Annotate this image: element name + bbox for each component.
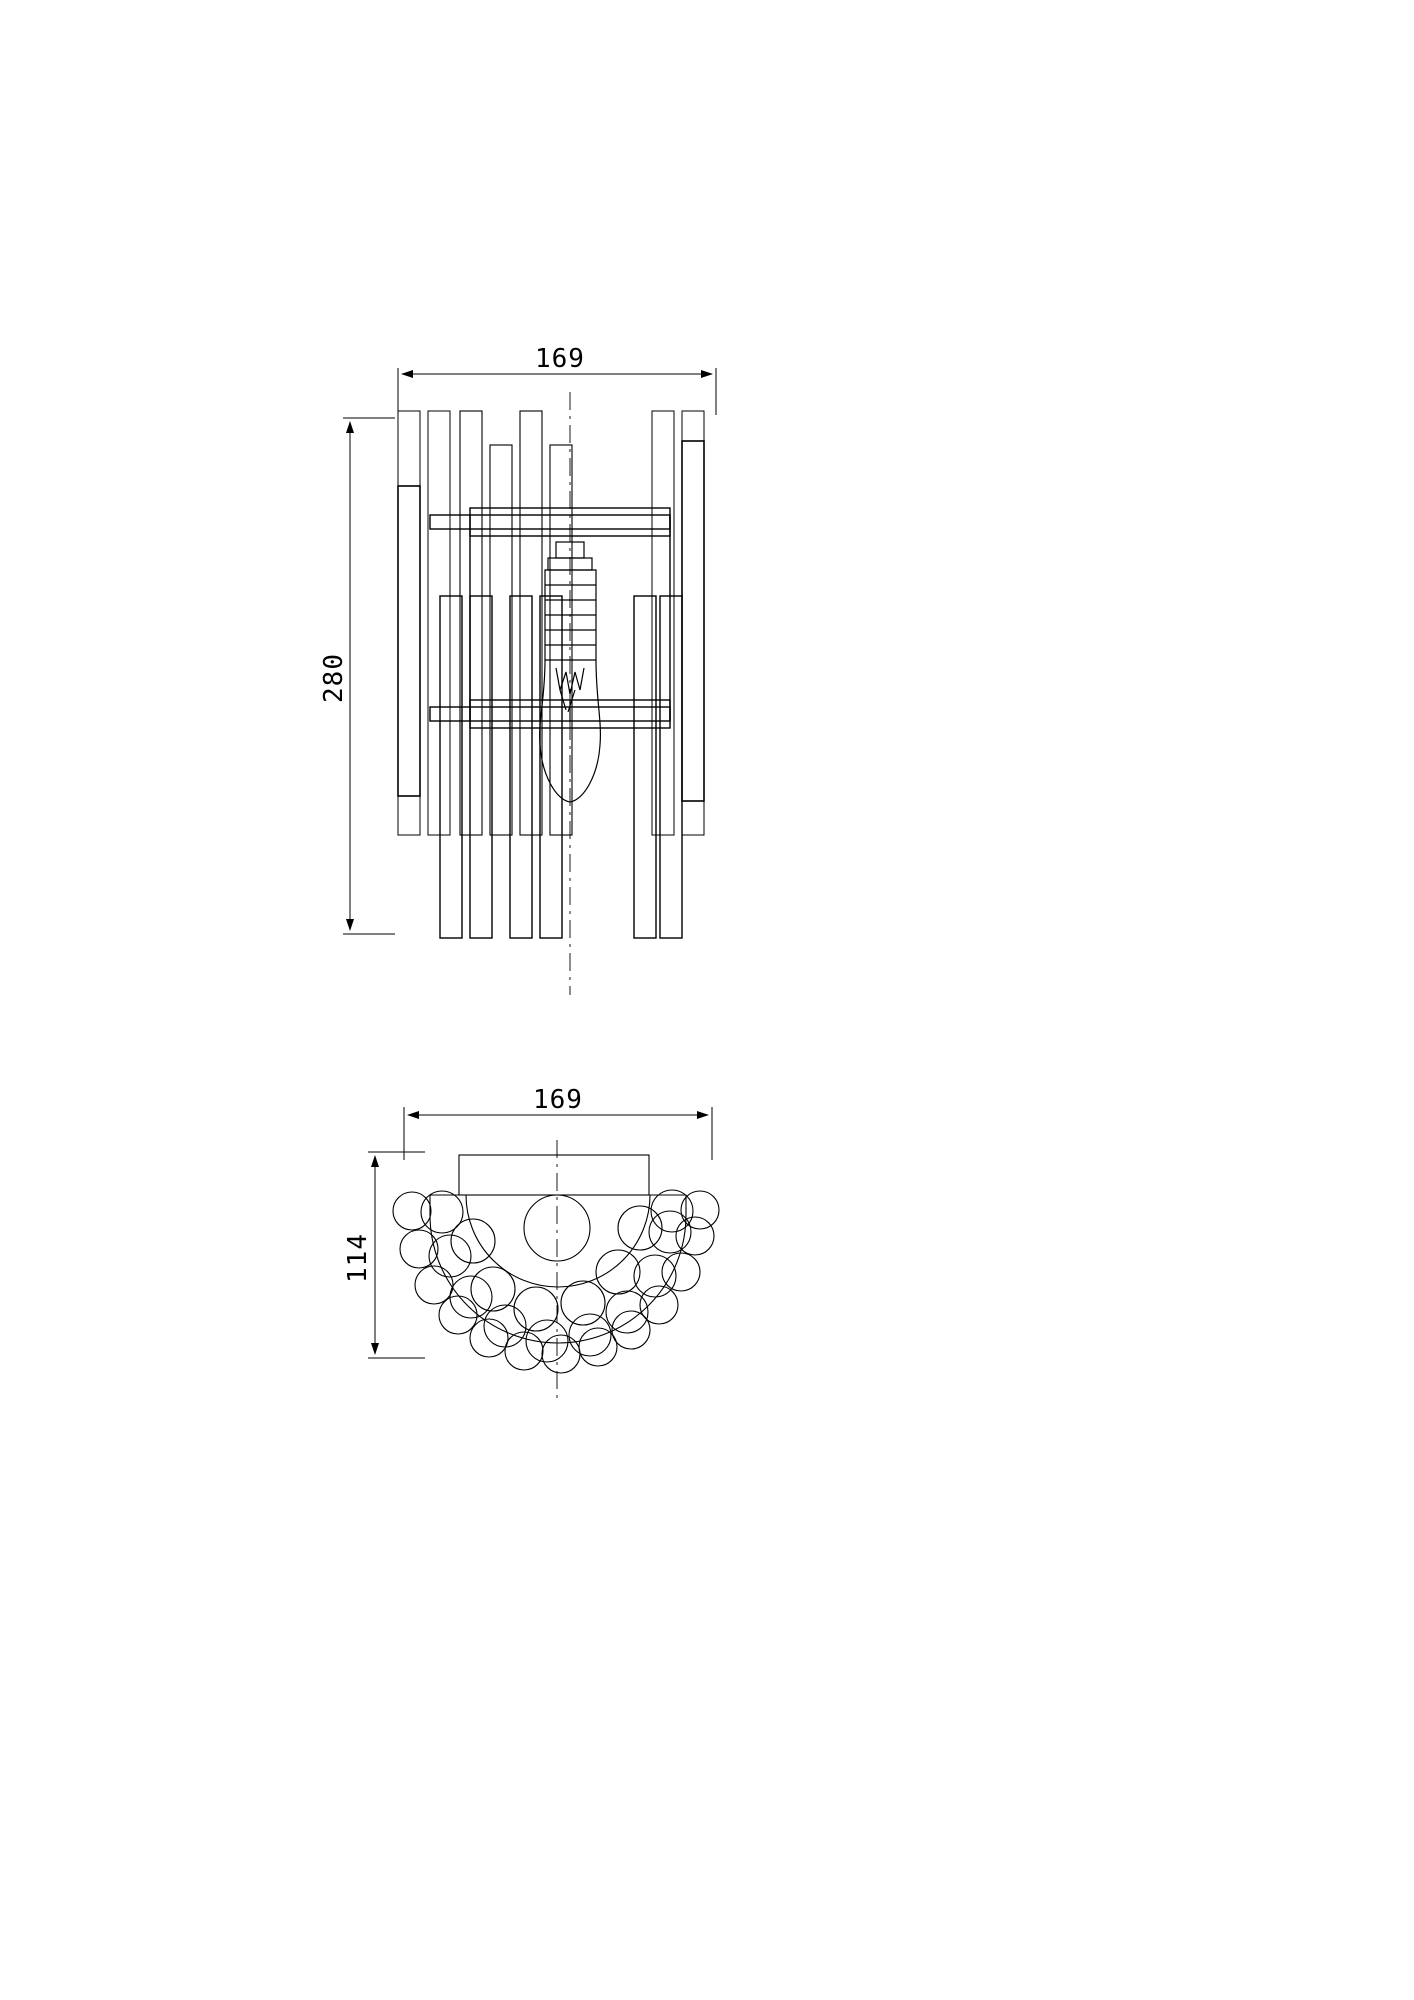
front-height-dimension-label: 280: [318, 653, 349, 703]
top-width-dimension-label: 169: [533, 1085, 583, 1115]
front-crystal-rods-outer: [398, 411, 704, 835]
top-bead-ring-inner: [451, 1206, 662, 1331]
top-height-dimension-label: 114: [342, 1233, 373, 1283]
top-bead-ring-outer: [393, 1191, 719, 1373]
front-side-posts: [398, 441, 704, 801]
top-view-group: [393, 1140, 719, 1400]
front-width-dimension-label: 169: [535, 344, 585, 374]
top-back-plate: [459, 1155, 649, 1195]
top-dimensions: [368, 1107, 712, 1358]
front-view-group: [398, 392, 704, 995]
front-crystal-rods-lower: [440, 596, 682, 938]
front-crystal-rods-upper: [460, 411, 572, 835]
